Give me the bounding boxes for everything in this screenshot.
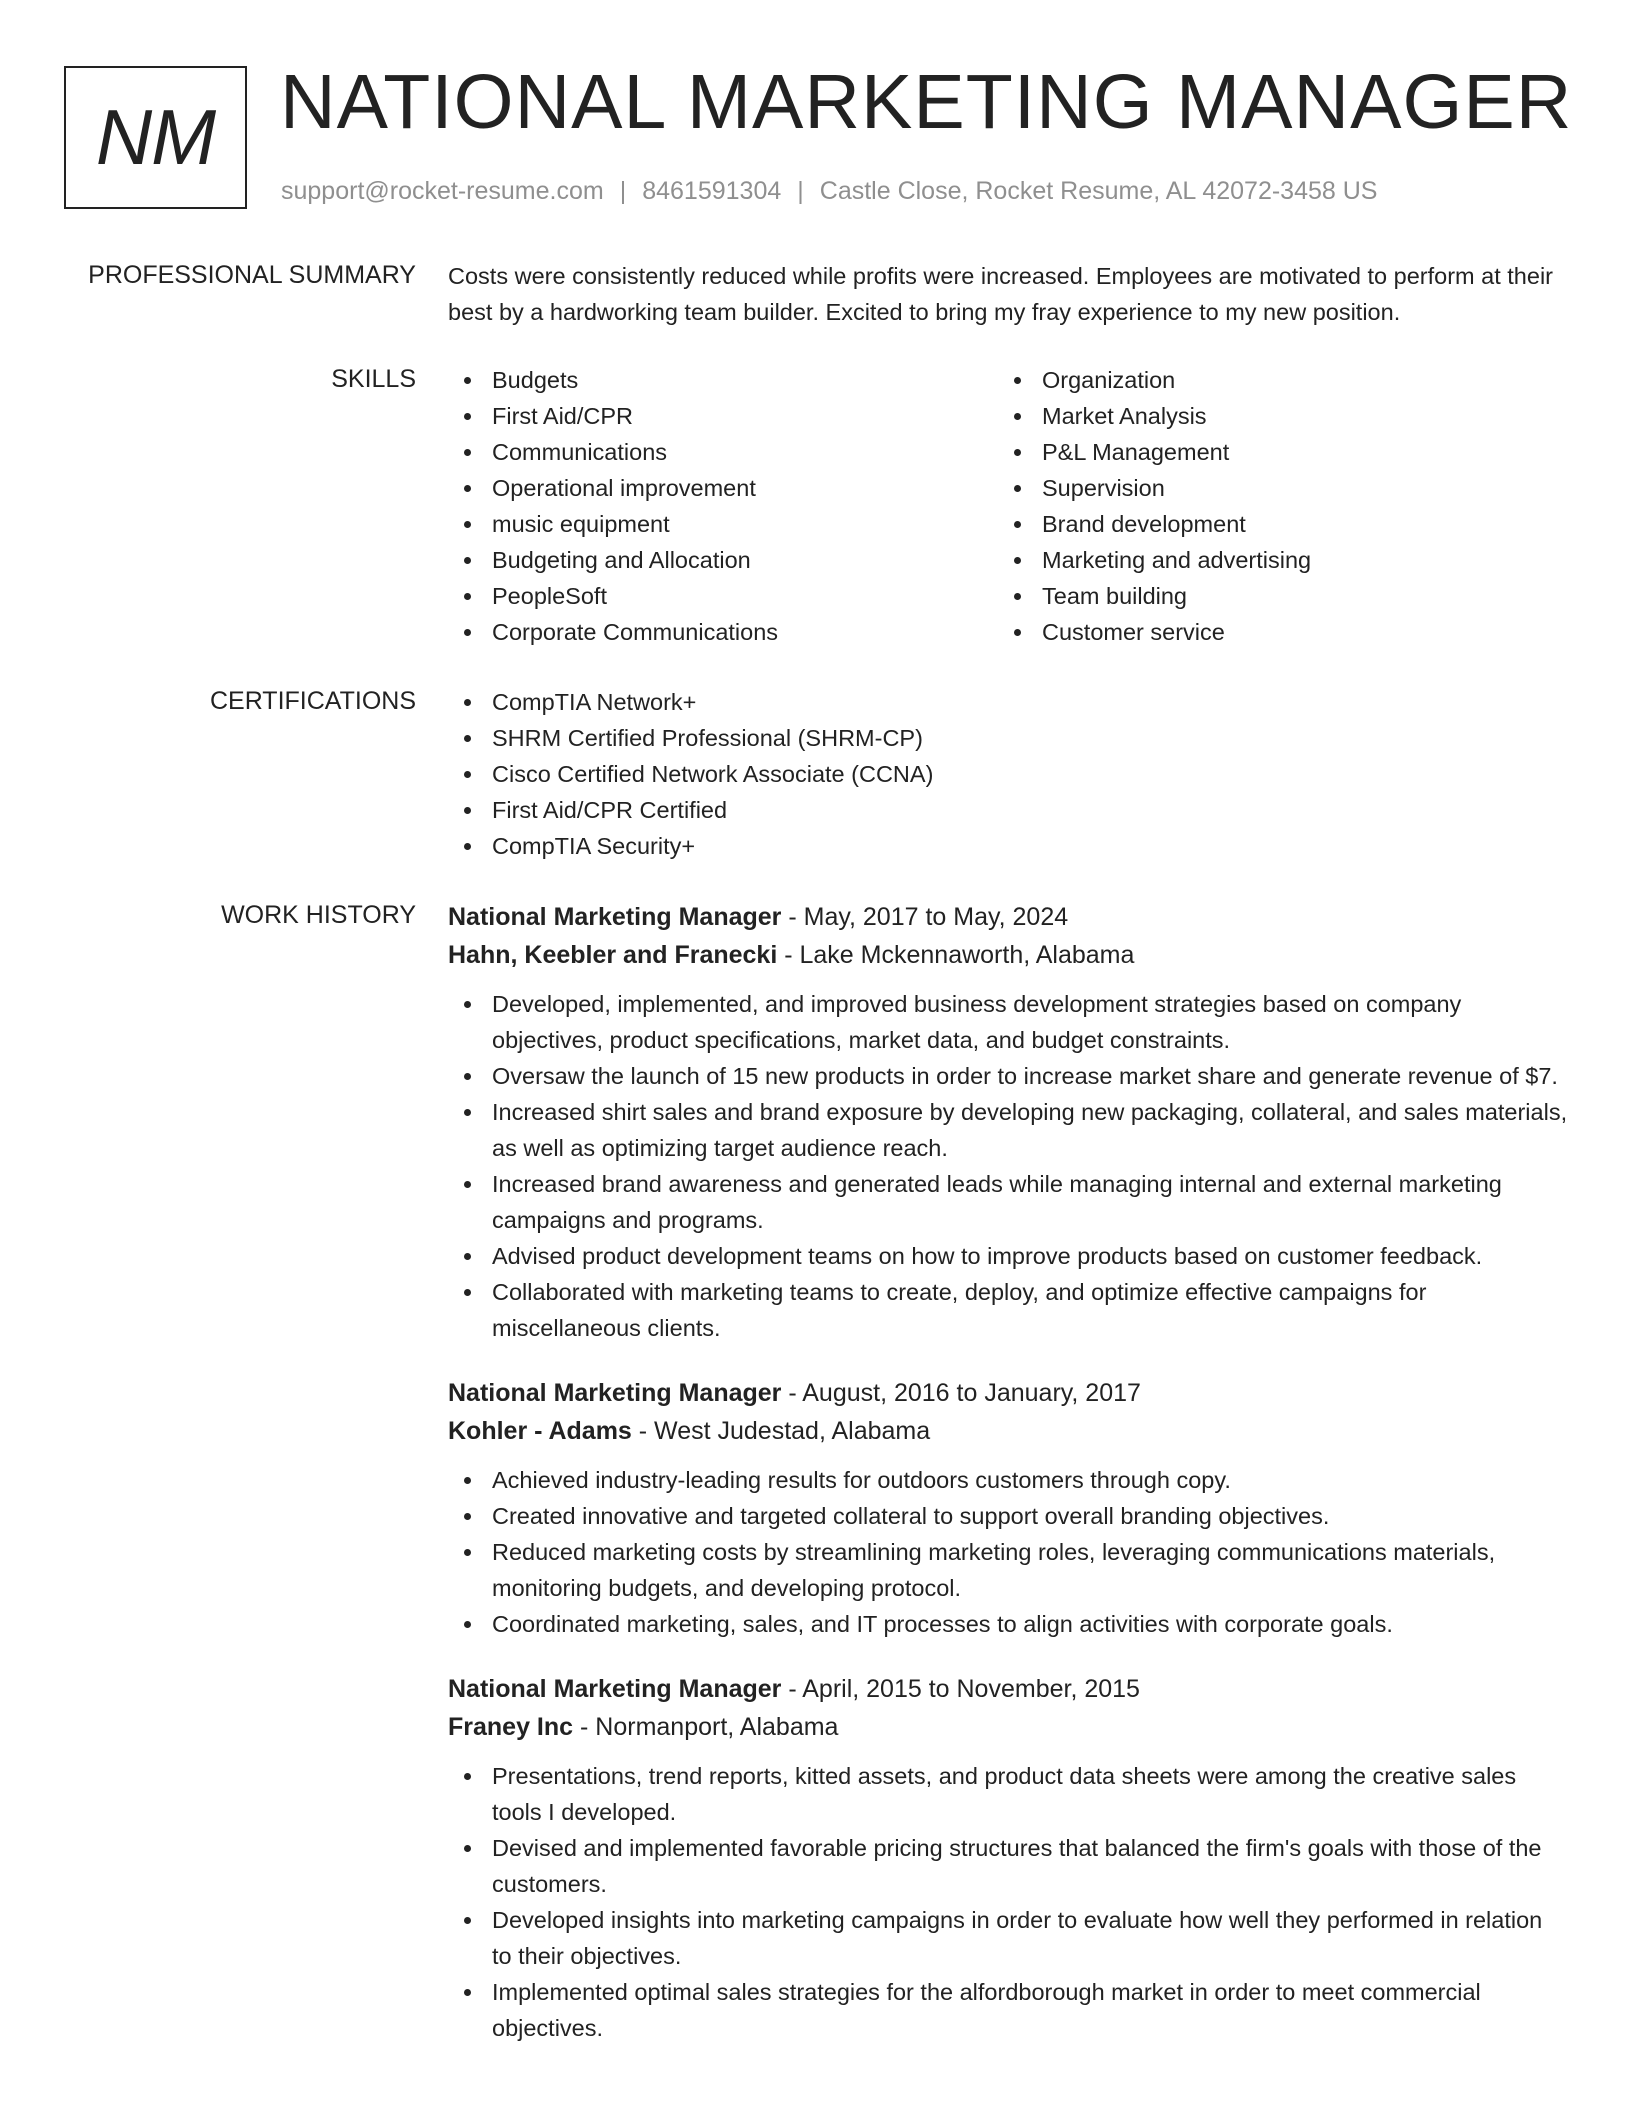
monogram-text: NM — [95, 93, 216, 181]
list-item: Implemented optimal sales strategies for the alfordborough market in order to meet commercial objectives. — [448, 1974, 1568, 2046]
list-item: First Aid/CPR Certified — [448, 792, 1568, 828]
job-dates: - April, 2015 to November, 2015 — [781, 1675, 1140, 1703]
job-bullets — [448, 1462, 1568, 1642]
job-entry — [448, 1670, 1568, 2046]
job-company-line — [448, 1708, 1568, 1746]
list-item: PeopleSoft — [448, 578, 998, 614]
summary-text: Costs were consistently reduced while profits were increased. Employees are motivated to perform at their best by a hardworking team builder. Excited to bring my fray experience to my new position. — [448, 263, 1553, 325]
job-company: Kohler - Adams — [448, 1417, 632, 1445]
job-title: National Marketing Manager — [448, 1379, 782, 1407]
list-item: Corporate Communications — [448, 614, 998, 650]
list-item: Budgeting and Allocation — [448, 542, 998, 578]
job-entry — [448, 898, 1568, 1346]
list-item: Developed insights into marketing campaigns in order to evaluate how well they performed in relation to their objectives. — [448, 1902, 1568, 1974]
contact-phone[interactable]: 8461591304 — [642, 177, 782, 205]
list-item: Collaborated with marketing teams to create, deploy, and optimize effective campaigns for miscellaneous clients. — [448, 1274, 1568, 1346]
list-item: CompTIA Security+ — [448, 828, 1568, 864]
job-dates: - August, 2016 to January, 2017 — [781, 1379, 1141, 1407]
job-title-line — [448, 898, 1568, 936]
list-item: Reduced marketing costs by streamlining marketing roles, leveraging communications materials, monitoring budgets, and developing protocol. — [448, 1534, 1568, 1606]
work-history-label: WORK HISTORY — [221, 901, 416, 929]
certifications-label: CERTIFICATIONS — [209, 687, 416, 715]
list-item: Developed, implemented, and improved business development strategies based on company objectives, product specifications, market data, and budget constraints. — [448, 986, 1568, 1058]
job-title: National Marketing Manager — [448, 1675, 782, 1703]
list-item: Increased shirt sales and brand exposure by developing new packaging, collateral, and sales materials, as well as optimizing target audience reach. — [448, 1094, 1568, 1166]
contact-line — [281, 175, 1377, 207]
list-item: Devised and implemented favorable pricing structures that balanced the firm's goals with those of the customers. — [448, 1830, 1568, 1902]
job-location: - West Judestad, Alabama — [631, 1417, 931, 1445]
contact-address: Castle Close, Rocket Resume, AL 42072-3458 US — [819, 177, 1378, 205]
list-item: First Aid/CPR — [448, 398, 998, 434]
skills-list-left — [448, 362, 998, 650]
list-item: Advised product development teams on how to improve products based on customer feedback. — [448, 1238, 1568, 1274]
list-item: Customer service — [998, 614, 1548, 650]
contact-email[interactable]: support@rocket-resume.com — [281, 177, 604, 205]
list-item: Oversaw the launch of 15 new products in order to increase market share and generate revenue of $7. — [448, 1058, 1568, 1094]
list-item: Operational improvement — [448, 470, 998, 506]
job-bullets — [448, 986, 1568, 1346]
list-item: Cisco Certified Network Associate (CCNA) — [448, 756, 1568, 792]
contact-separator: | — [619, 177, 627, 205]
list-item: Team building — [998, 578, 1548, 614]
list-item: Increased brand awareness and generated leads while managing internal and external marketing campaigns and programs. — [448, 1166, 1568, 1238]
list-item: Marketing and advertising — [998, 542, 1548, 578]
skills-label: SKILLS — [331, 365, 416, 393]
list-item: CompTIA Network+ — [448, 684, 1568, 720]
list-item: music equipment — [448, 506, 998, 542]
job-location: - Normanport, Alabama — [573, 1713, 839, 1741]
work-history-body — [448, 898, 1568, 2074]
contact-separator: | — [797, 177, 804, 205]
monogram-badge — [64, 66, 247, 209]
page-title: NATIONAL MARKETING MANAGER — [280, 59, 1573, 145]
job-company: Franey Inc — [448, 1713, 574, 1741]
list-item: Communications — [448, 434, 998, 470]
list-item: Market Analysis — [998, 398, 1548, 434]
list-item: Budgets — [448, 362, 998, 398]
list-item: SHRM Certified Professional (SHRM-CP) — [448, 720, 1568, 756]
certifications-body — [448, 684, 1568, 864]
list-item: Achieved industry-leading results for outdoors customers through copy. — [448, 1462, 1568, 1498]
certifications-list — [448, 684, 1568, 864]
list-item: Organization — [998, 362, 1548, 398]
list-item: Created innovative and targeted collateral to support overall branding objectives. — [448, 1498, 1568, 1534]
job-entry — [448, 1374, 1568, 1642]
job-company-line — [448, 936, 1568, 974]
job-location: - Lake Mckennaworth, Alabama — [777, 941, 1135, 969]
list-item: P&L Management — [998, 434, 1548, 470]
skills-columns — [448, 362, 1568, 650]
job-title-line — [448, 1670, 1568, 1708]
skills-list-right — [998, 362, 1548, 650]
job-title-line — [448, 1374, 1568, 1412]
list-item: Coordinated marketing, sales, and IT processes to align activities with corporate goals. — [448, 1606, 1568, 1642]
job-company: Hahn, Keebler and Franecki — [448, 941, 778, 969]
list-item: Brand development — [998, 506, 1548, 542]
list-item: Presentations, trend reports, kitted assets, and product data sheets were among the creative sales tools I developed. — [448, 1758, 1568, 1830]
job-dates: - May, 2017 to May, 2024 — [781, 903, 1069, 931]
summary-label: PROFESSIONAL SUMMARY — [88, 261, 416, 289]
job-title: National Marketing Manager — [448, 903, 782, 931]
job-company-line — [448, 1412, 1568, 1450]
job-bullets — [448, 1758, 1568, 2046]
list-item: Supervision — [998, 470, 1548, 506]
